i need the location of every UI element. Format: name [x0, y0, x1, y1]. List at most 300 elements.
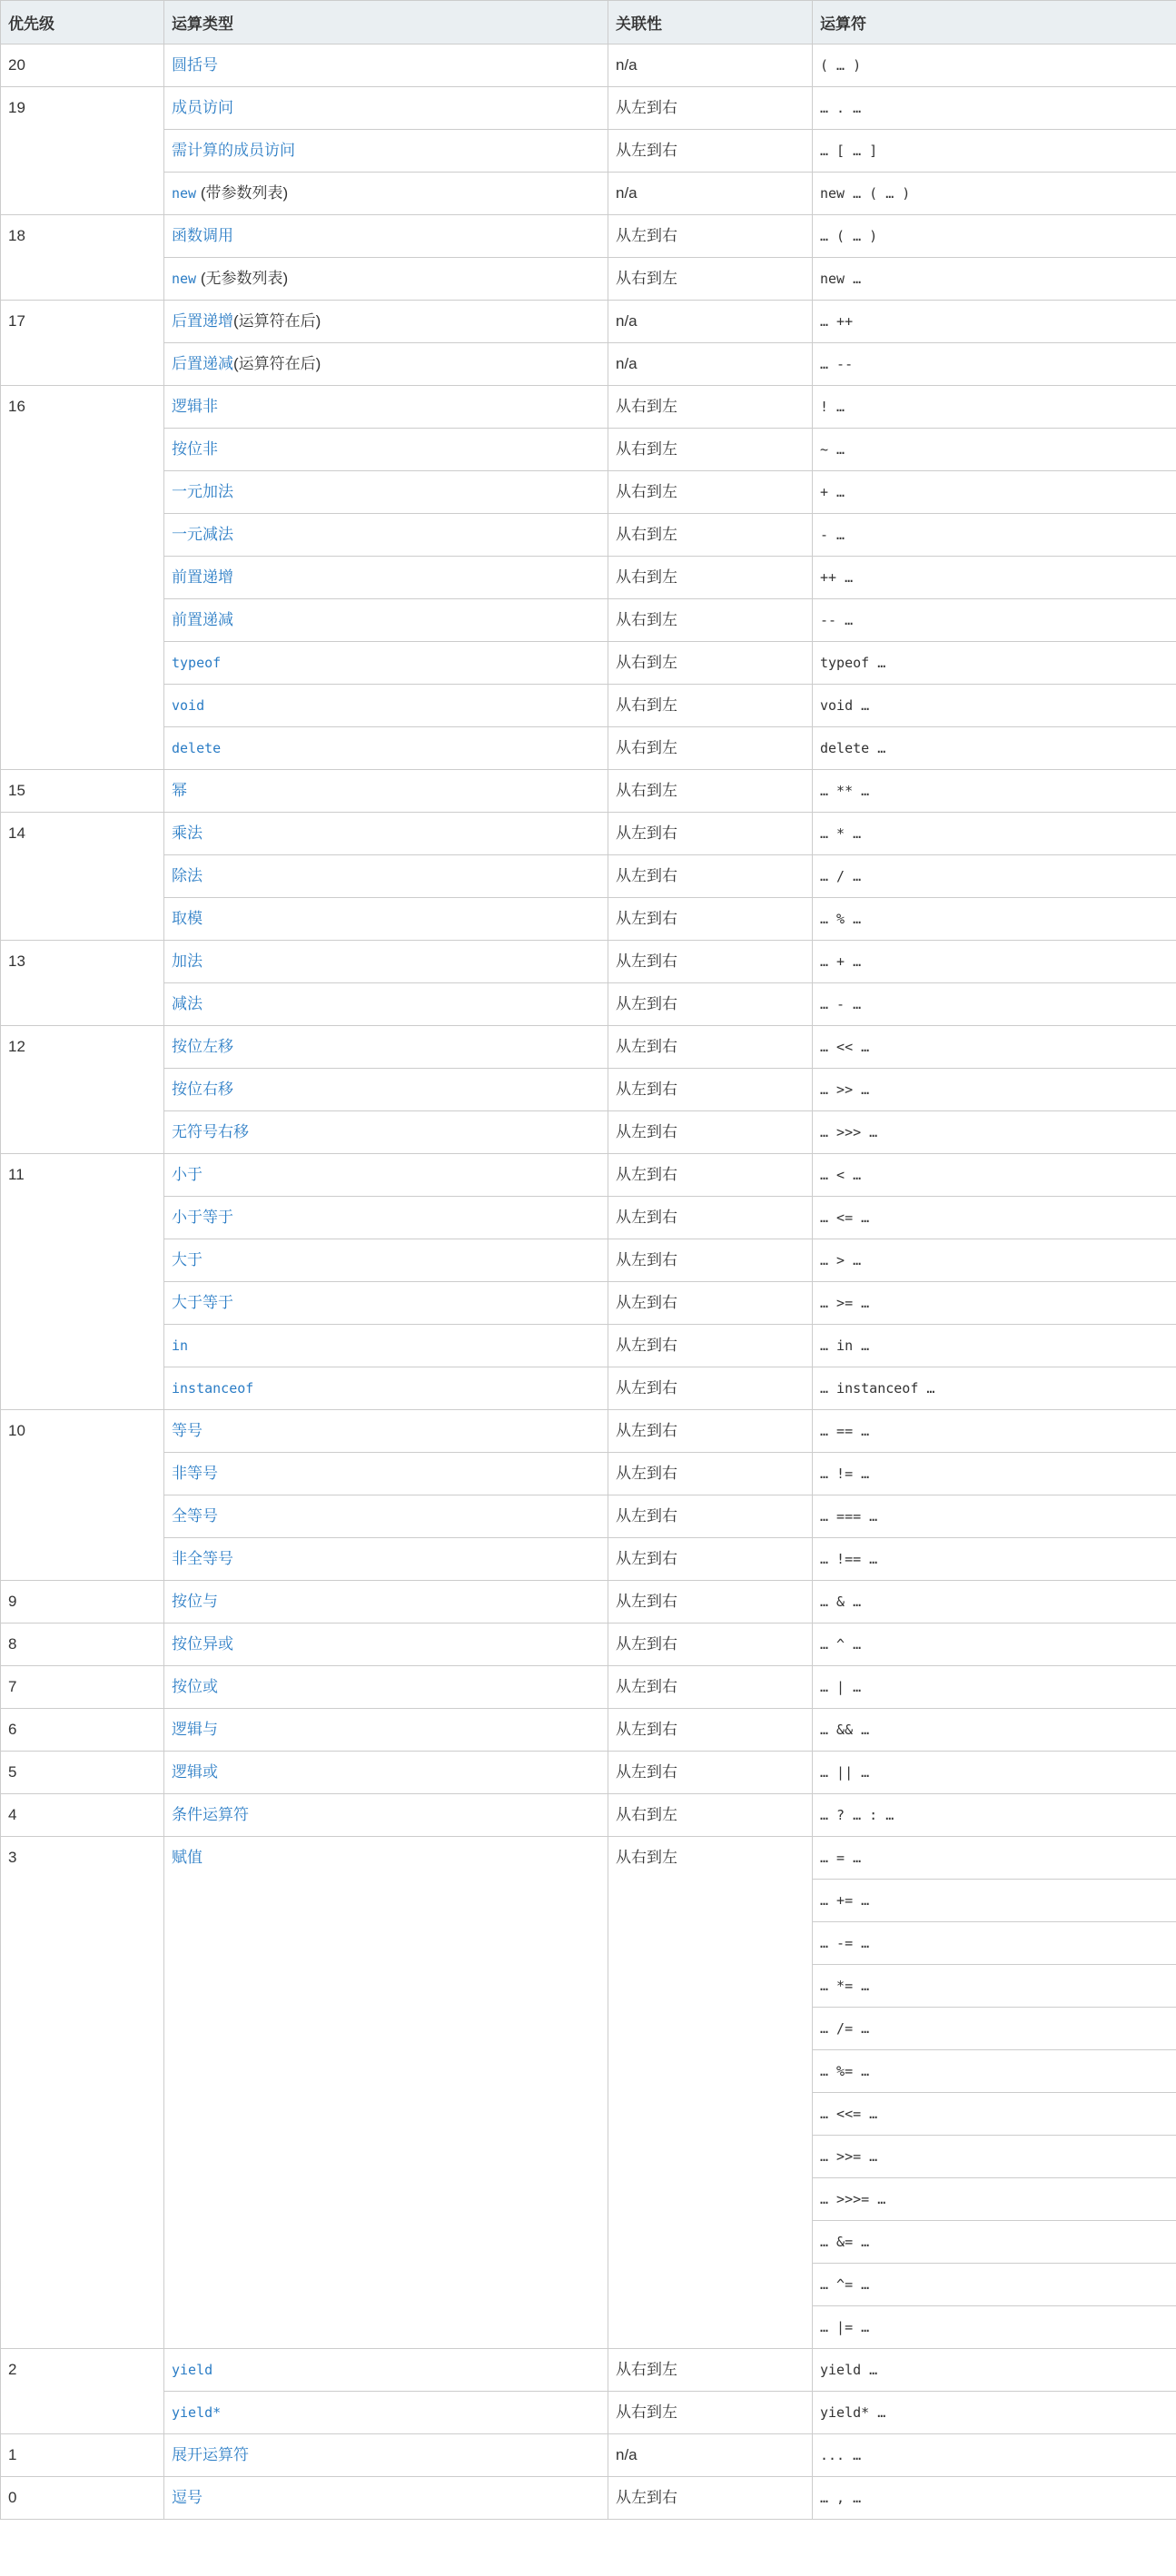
priority-cell: 1: [1, 2434, 164, 2477]
associativity-cell: n/a: [608, 44, 813, 87]
operator-cell: [813, 1453, 1176, 1495]
operator-syntax: … < …: [820, 1167, 862, 1183]
operator-cell: [813, 2306, 1176, 2349]
table-row: [1, 1538, 1176, 1581]
operation-type-cell: [164, 1325, 608, 1367]
operator-syntax: … & …: [820, 1594, 862, 1610]
table-row: [1, 727, 1176, 770]
operator-syntax: + …: [820, 484, 845, 500]
operator-syntax: … >>> …: [820, 1124, 878, 1140]
operator-type-link[interactable]: instanceof: [172, 1380, 254, 1397]
operator-syntax: yield …: [820, 2362, 878, 2378]
operator-type-link[interactable]: 小于等于: [172, 1209, 233, 1226]
table-row: [1, 1282, 1176, 1325]
operator-syntax: … >>= …: [820, 2148, 878, 2165]
operator-syntax: … * …: [820, 825, 862, 842]
associativity-cell: 从右到左: [608, 386, 813, 429]
operator-cell: [813, 1197, 1176, 1239]
priority-cell: 19: [1, 87, 164, 215]
operation-type-cell: [164, 1367, 608, 1410]
table-row: [1, 429, 1176, 471]
operation-type-cell: [164, 1026, 608, 1069]
priority-cell: 16: [1, 386, 164, 770]
associativity-cell: 从左到右: [608, 855, 813, 898]
operator-syntax: new … ( … ): [820, 185, 911, 202]
associativity-cell: 从左到右: [608, 1197, 813, 1239]
table-row: [1, 1111, 1176, 1154]
table-row: [1, 813, 1176, 855]
table-row: [1, 1624, 1176, 1666]
operator-cell: [813, 727, 1176, 770]
associativity-cell: 从左到右: [608, 1111, 813, 1154]
operator-cell: [813, 1581, 1176, 1624]
operator-type-link[interactable]: yield: [172, 2362, 213, 2378]
operation-type-cell: [164, 685, 608, 727]
operator-type-link[interactable]: yield*: [172, 2404, 222, 2421]
operator-cell: [813, 1111, 1176, 1154]
operator-syntax: … /= …: [820, 2020, 870, 2037]
operator-syntax: … ++: [820, 313, 854, 330]
table-row: [1, 2349, 1176, 2392]
operator-cell: [813, 557, 1176, 599]
operator-syntax: … <<= …: [820, 2106, 878, 2122]
operation-type-cell: [164, 855, 608, 898]
operation-type-cell: [164, 2477, 608, 2520]
priority-cell: 17: [1, 301, 164, 386]
associativity-cell: 从左到右: [608, 1581, 813, 1624]
operator-syntax: ++ …: [820, 569, 854, 586]
operator-syntax: … + …: [820, 953, 862, 970]
table-row: [1, 770, 1176, 813]
table-row: [1, 1239, 1176, 1282]
associativity-cell: 从右到左: [608, 685, 813, 727]
operator-syntax: … , …: [820, 2490, 862, 2506]
priority-cell: 5: [1, 1752, 164, 1794]
header-row: [1, 1, 1176, 44]
operator-cell: [813, 2264, 1176, 2306]
table-row: [1, 1709, 1176, 1752]
operator-syntax: ( … ): [820, 57, 862, 74]
operator-cell: [813, 2477, 1176, 2520]
operation-type-cell: [164, 1197, 608, 1239]
operator-syntax: … >= …: [820, 1295, 870, 1311]
operation-type-cell: [164, 87, 608, 130]
associativity-cell: 从左到右: [608, 1666, 813, 1709]
associativity-cell: 从左到右: [608, 1325, 813, 1367]
operator-cell: [813, 685, 1176, 727]
table-row: [1, 1197, 1176, 1239]
operator-syntax: … ^ …: [820, 1636, 862, 1653]
associativity-cell: 从右到左: [608, 599, 813, 642]
table-row: [1, 1752, 1176, 1794]
operator-type-link[interactable]: 后置递减: [172, 355, 233, 372]
operation-type-cell: [164, 1794, 608, 1837]
operation-type-cell: [164, 1752, 608, 1794]
table-row: [1, 258, 1176, 301]
operation-type-cell: [164, 1624, 608, 1666]
operator-cell: [813, 44, 1176, 87]
operator-type-link[interactable]: 幂: [172, 782, 187, 799]
operator-type-link[interactable]: 大于: [172, 1251, 203, 1268]
operator-cell: [813, 1026, 1176, 1069]
operator-syntax: -- …: [820, 612, 854, 628]
associativity-cell: n/a: [608, 301, 813, 343]
associativity-cell: 从右到左: [608, 514, 813, 557]
associativity-cell: 从左到右: [608, 1239, 813, 1282]
operator-syntax: … --: [820, 356, 854, 372]
operator-cell: [813, 1709, 1176, 1752]
operator-syntax: … / …: [820, 868, 862, 884]
operator-type-link[interactable]: new: [172, 185, 197, 202]
table-row: [1, 855, 1176, 898]
operation-type-cell: [164, 770, 608, 813]
associativity-cell: 从左到右: [608, 1538, 813, 1581]
table-row: [1, 2434, 1176, 2477]
associativity-cell: 从右到左: [608, 770, 813, 813]
table-row: [1, 599, 1176, 642]
operator-cell: [813, 343, 1176, 386]
priority-cell: 12: [1, 1026, 164, 1154]
operator-type-link[interactable]: 大于等于: [172, 1294, 233, 1311]
operator-type-link[interactable]: 函数调用: [172, 227, 233, 244]
operator-syntax: … === …: [820, 1508, 878, 1525]
priority-cell: 13: [1, 941, 164, 1026]
associativity-cell: 从右到左: [608, 1837, 813, 2349]
operation-type-cell: [164, 301, 608, 343]
priority-cell: 2: [1, 2349, 164, 2434]
table-row: [1, 130, 1176, 173]
operator-cell: [813, 1239, 1176, 1282]
operator-type-link[interactable]: new: [172, 271, 197, 287]
operator-cell: [813, 1367, 1176, 1410]
operation-type-cell: [164, 2392, 608, 2434]
operation-type-cell: [164, 44, 608, 87]
table-row: [1, 215, 1176, 258]
operation-type-cell: [164, 2434, 608, 2477]
operator-syntax: … > …: [820, 1252, 862, 1268]
operator-syntax: … && …: [820, 1722, 870, 1738]
operator-type-link[interactable]: 成员访问: [172, 99, 233, 116]
priority-cell: 14: [1, 813, 164, 941]
priority-cell: 7: [1, 1666, 164, 1709]
associativity-cell: 从左到右: [608, 87, 813, 130]
operator-cell: [813, 983, 1176, 1026]
operator-cell: [813, 2349, 1176, 2392]
priority-cell: 4: [1, 1794, 164, 1837]
associativity-cell: 从左到右: [608, 1410, 813, 1453]
operator-syntax: typeof …: [820, 655, 886, 671]
operator-type-link[interactable]: delete: [172, 740, 222, 756]
operation-type-cell: [164, 130, 608, 173]
table-row: [1, 514, 1176, 557]
operator-cell: [813, 1794, 1176, 1837]
associativity-cell: 从左到右: [608, 1069, 813, 1111]
operator-cell: [813, 87, 1176, 130]
operator-syntax: yield* …: [820, 2404, 886, 2421]
operation-type-cell: [164, 471, 608, 514]
operation-type-cell: [164, 1111, 608, 1154]
operator-syntax: … == …: [820, 1423, 870, 1439]
operator-cell: [813, 2392, 1176, 2434]
associativity-cell: 从左到右: [608, 215, 813, 258]
operator-type-link[interactable]: 按位左移: [172, 1038, 233, 1055]
operator-syntax: ~ …: [820, 441, 845, 458]
table-row: [1, 1794, 1176, 1837]
table-row: [1, 1495, 1176, 1538]
operator-type-link[interactable]: 减法: [172, 995, 203, 1012]
operator-cell: [813, 1282, 1176, 1325]
operator-syntax: … | …: [820, 1679, 862, 1695]
operator-syntax: … !== …: [820, 1551, 878, 1567]
operator-syntax: … |= …: [820, 2319, 870, 2335]
operation-type-cell: [164, 1239, 608, 1282]
operator-syntax: … = …: [820, 1850, 862, 1866]
operator-cell: [813, 2178, 1176, 2221]
operator-syntax: … >> …: [820, 1081, 870, 1098]
operator-type-link[interactable]: 逻辑或: [172, 1763, 218, 1781]
operator-cell: [813, 2221, 1176, 2264]
associativity-cell: 从左到右: [608, 1624, 813, 1666]
operator-type-link[interactable]: 圆括号: [172, 56, 218, 74]
table-row: [1, 1410, 1176, 1453]
operator-type-text: (运算符在后): [233, 312, 321, 330]
operator-syntax: … ( … ): [820, 228, 878, 244]
operator-syntax: ! …: [820, 399, 845, 415]
operator-cell: [813, 770, 1176, 813]
operator-type-link[interactable]: 前置递增: [172, 568, 233, 586]
table-row: [1, 557, 1176, 599]
associativity-cell: 从右到左: [608, 2349, 813, 2392]
associativity-cell: n/a: [608, 343, 813, 386]
operator-type-link[interactable]: 一元减法: [172, 526, 233, 543]
operator-type-link[interactable]: 按位与: [172, 1593, 218, 1610]
operator-type-link[interactable]: 逻辑与: [172, 1721, 218, 1738]
operator-type-link[interactable]: 取模: [172, 910, 203, 927]
associativity-cell: 从左到右: [608, 1282, 813, 1325]
operator-type-link[interactable]: 后置递增: [172, 312, 233, 330]
table-row: [1, 1666, 1176, 1709]
operator-type-link[interactable]: 按位非: [172, 440, 218, 458]
operator-cell: [813, 514, 1176, 557]
operator-cell: [813, 898, 1176, 941]
operator-cell: [813, 1538, 1176, 1581]
operation-type-cell: [164, 258, 608, 301]
operator-type-link[interactable]: void: [172, 697, 205, 714]
operation-type-cell: [164, 983, 608, 1026]
operator-type-text: (无参数列表): [196, 270, 289, 287]
operation-type-cell: [164, 173, 608, 215]
operator-type-link[interactable]: typeof: [172, 655, 222, 671]
operator-type-link[interactable]: 非全等号: [172, 1550, 233, 1567]
operator-cell: [813, 471, 1176, 514]
operator-syntax: … << …: [820, 1039, 870, 1055]
table-row: [1, 983, 1176, 1026]
associativity-cell: 从右到左: [608, 727, 813, 770]
operator-cell: [813, 1624, 1176, 1666]
associativity-cell: 从右到左: [608, 258, 813, 301]
operator-cell: [813, 941, 1176, 983]
operation-type-cell: [164, 1154, 608, 1197]
operator-cell: [813, 2093, 1176, 2136]
operator-type-link[interactable]: in: [172, 1337, 189, 1354]
table-row: [1, 2392, 1176, 2434]
priority-cell: 15: [1, 770, 164, 813]
operator-syntax: … &= …: [820, 2234, 870, 2250]
operator-cell: [813, 1495, 1176, 1538]
operation-type-cell: [164, 1837, 608, 2349]
operator-syntax: … ^= …: [820, 2276, 870, 2293]
operator-cell: [813, 2050, 1176, 2093]
operator-cell: [813, 2136, 1176, 2178]
operator-cell: [813, 258, 1176, 301]
table-row: [1, 1069, 1176, 1111]
table-row: [1, 1837, 1176, 1880]
operator-type-link[interactable]: 乘法: [172, 824, 203, 842]
operator-cell: [813, 429, 1176, 471]
operation-type-cell: [164, 1666, 608, 1709]
table-header: [1, 1, 1176, 44]
associativity-cell: 从左到右: [608, 983, 813, 1026]
associativity-cell: 从左到右: [608, 1709, 813, 1752]
associativity-cell: n/a: [608, 173, 813, 215]
operator-type-link[interactable]: 逻辑非: [172, 398, 218, 415]
operation-type-cell: [164, 215, 608, 258]
table-row: [1, 642, 1176, 685]
operator-type-link[interactable]: 小于: [172, 1166, 203, 1183]
operator-type-link[interactable]: 按位异或: [172, 1635, 233, 1653]
operation-type-cell: [164, 1453, 608, 1495]
priority-cell: 11: [1, 1154, 164, 1410]
operation-type-cell: [164, 1069, 608, 1111]
operator-type-link[interactable]: 按位右移: [172, 1081, 233, 1098]
priority-cell: 9: [1, 1581, 164, 1624]
operator-cell: [813, 1965, 1176, 2008]
associativity-cell: 从左到右: [608, 941, 813, 983]
table-row: [1, 1581, 1176, 1624]
operator-type-link[interactable]: 展开运算符: [172, 2446, 249, 2463]
operator-type-link[interactable]: 无符号右移: [172, 1123, 249, 1140]
table-row: [1, 2477, 1176, 2520]
operation-type-cell: [164, 941, 608, 983]
operator-cell: [813, 173, 1176, 215]
table-row: [1, 685, 1176, 727]
operator-type-link[interactable]: 条件运算符: [172, 1806, 249, 1823]
associativity-cell: 从左到右: [608, 1154, 813, 1197]
table-row: [1, 44, 1176, 87]
priority-cell: 10: [1, 1410, 164, 1581]
operator-type-link[interactable]: 前置递减: [172, 611, 233, 628]
operator-syntax: … in …: [820, 1337, 870, 1354]
operator-type-link[interactable]: 按位或: [172, 1678, 218, 1695]
operator-syntax: … [ … ]: [820, 143, 878, 159]
operator-type-link[interactable]: 赋值: [172, 1849, 203, 1866]
table-row: [1, 173, 1176, 215]
operator-syntax: … instanceof …: [820, 1380, 935, 1397]
operator-type-link[interactable]: 需计算的成员访问: [172, 142, 295, 159]
associativity-cell: 从右到左: [608, 429, 813, 471]
operator-syntax: … += …: [820, 1892, 870, 1909]
operation-type-cell: [164, 813, 608, 855]
operator-type-link[interactable]: 除法: [172, 867, 203, 884]
operator-cell: [813, 301, 1176, 343]
associativity-cell: 从左到右: [608, 1453, 813, 1495]
operator-cell: [813, 130, 1176, 173]
operator-syntax: … ? … : …: [820, 1807, 894, 1823]
associativity-cell: 从右到左: [608, 1794, 813, 1837]
operator-syntax: ... …: [820, 2447, 862, 2463]
operation-type-cell: [164, 1495, 608, 1538]
operator-cell: [813, 1154, 1176, 1197]
operation-type-cell: [164, 557, 608, 599]
priority-cell: 20: [1, 44, 164, 87]
associativity-cell: n/a: [608, 2434, 813, 2477]
associativity-cell: 从左到右: [608, 1752, 813, 1794]
operation-type-cell: [164, 343, 608, 386]
associativity-cell: 从右到左: [608, 471, 813, 514]
operator-cell: [813, 599, 1176, 642]
associativity-cell: 从右到左: [608, 2392, 813, 2434]
priority-cell: 3: [1, 1837, 164, 2349]
table-row: [1, 941, 1176, 983]
operator-cell: [813, 2008, 1176, 2050]
operator-syntax: delete …: [820, 740, 886, 756]
operation-type-cell: [164, 429, 608, 471]
operator-syntax: … . …: [820, 100, 862, 116]
operator-cell: [813, 642, 1176, 685]
operator-type-link[interactable]: 逗号: [172, 2489, 203, 2506]
operation-type-cell: [164, 1709, 608, 1752]
operator-syntax: … != …: [820, 1466, 870, 1482]
operator-type-link[interactable]: 全等号: [172, 1507, 218, 1525]
col-header-associativity: 关联性: [608, 1, 813, 44]
operation-type-cell: [164, 2349, 608, 2392]
col-header-operation-type: 运算类型: [164, 1, 608, 44]
operator-syntax: … %= …: [820, 2063, 870, 2079]
table-body: [1, 44, 1176, 2520]
operator-type-link[interactable]: 加法: [172, 952, 203, 970]
operator-cell: [813, 813, 1176, 855]
table-row: [1, 1325, 1176, 1367]
operator-type-link[interactable]: 非等号: [172, 1465, 218, 1482]
operation-type-cell: [164, 1282, 608, 1325]
priority-cell: 18: [1, 215, 164, 301]
associativity-cell: 从左到右: [608, 1495, 813, 1538]
operator-cell: [813, 1325, 1176, 1367]
table-row: [1, 87, 1176, 130]
operator-type-link[interactable]: 等号: [172, 1422, 203, 1439]
operator-cell: [813, 1069, 1176, 1111]
operator-cell: [813, 1410, 1176, 1453]
operator-cell: [813, 386, 1176, 429]
operation-type-cell: [164, 386, 608, 429]
associativity-cell: 从左到右: [608, 2477, 813, 2520]
table-row: [1, 386, 1176, 429]
table-row: [1, 471, 1176, 514]
operator-syntax: void …: [820, 697, 870, 714]
associativity-cell: 从右到左: [608, 642, 813, 685]
operator-syntax: … ** …: [820, 783, 870, 799]
table-row: [1, 898, 1176, 941]
operation-type-cell: [164, 599, 608, 642]
operator-type-link[interactable]: 一元加法: [172, 483, 233, 500]
operator-type-text: (带参数列表): [196, 184, 289, 202]
associativity-cell: 从左到右: [608, 1367, 813, 1410]
operation-type-cell: [164, 898, 608, 941]
associativity-cell: 从右到左: [608, 557, 813, 599]
operation-type-cell: [164, 642, 608, 685]
priority-cell: 6: [1, 1709, 164, 1752]
priority-cell: 8: [1, 1624, 164, 1666]
